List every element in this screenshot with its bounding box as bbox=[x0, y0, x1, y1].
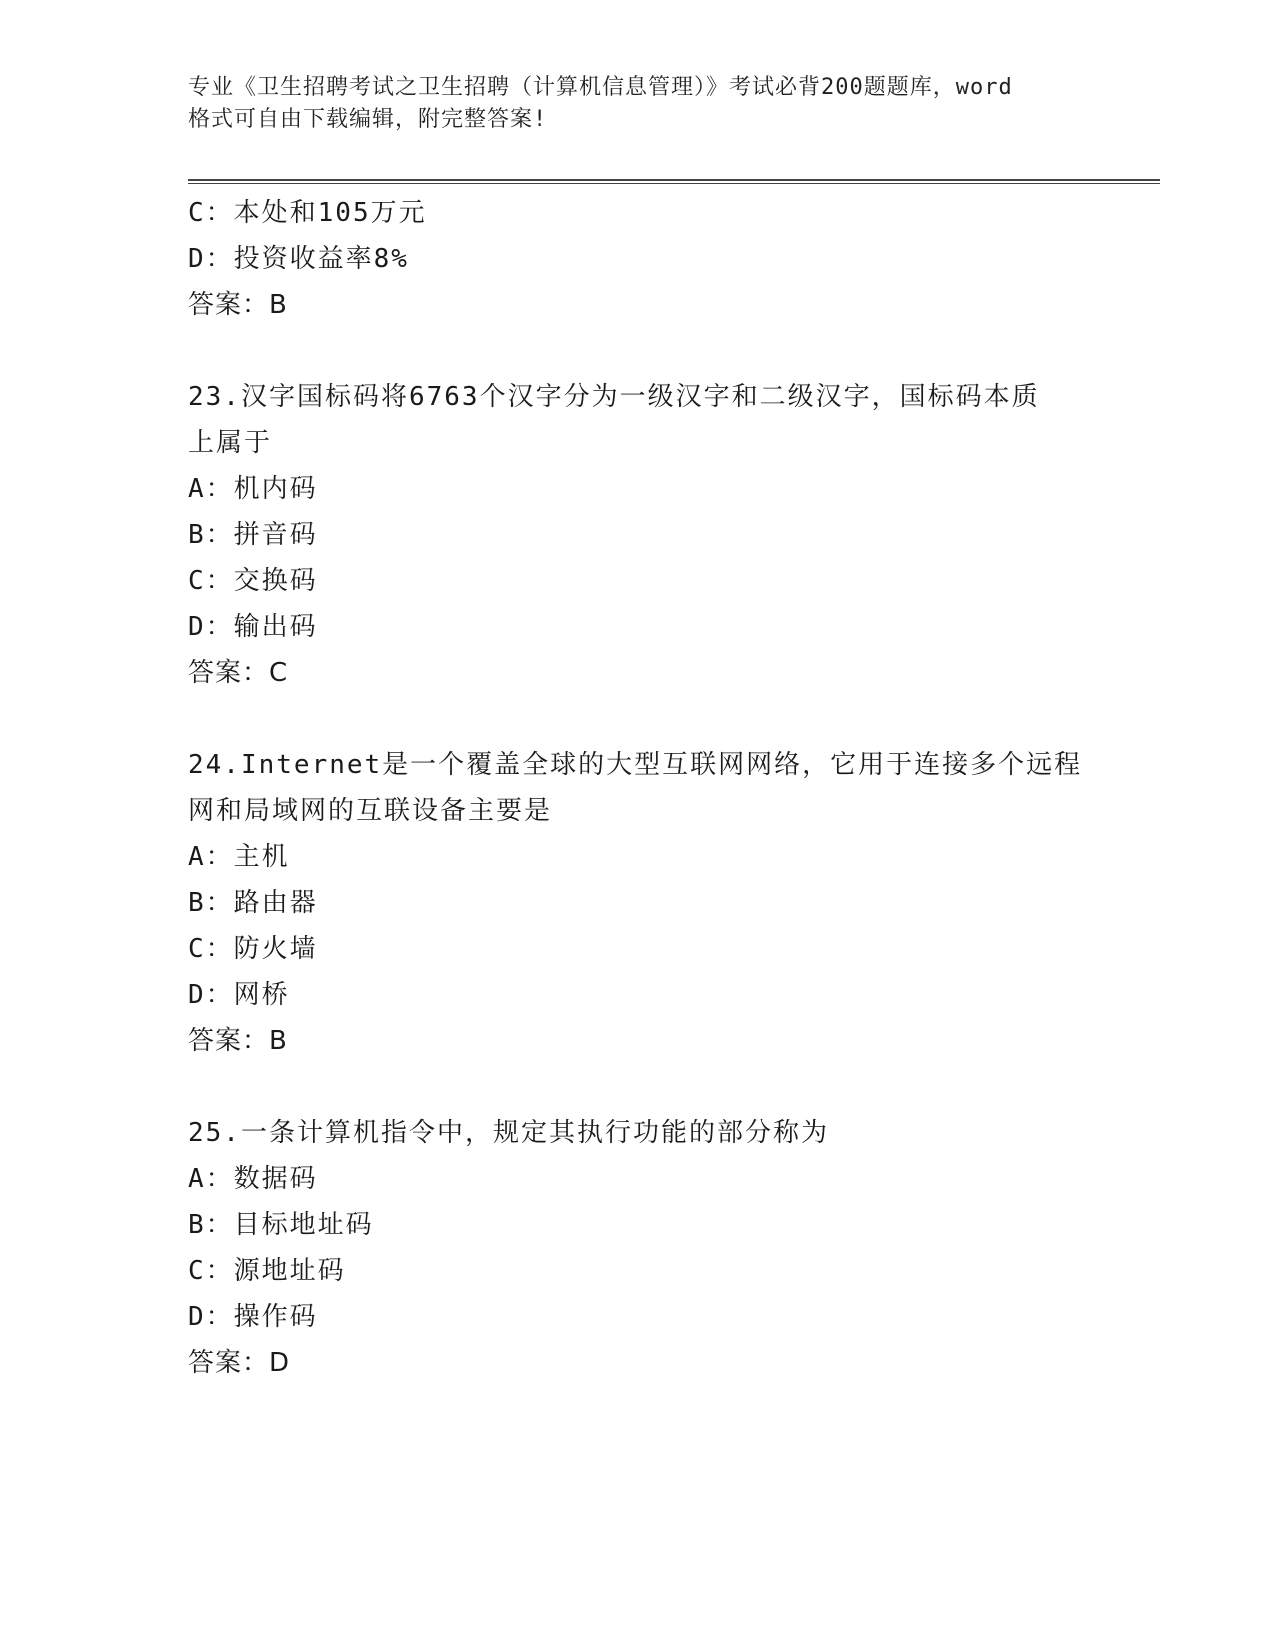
question-stem-continued: 网和局域网的互联设备主要是 bbox=[188, 796, 553, 826]
option-c: C：源地址码 bbox=[188, 1256, 346, 1286]
question-stem: 24.Internet是一个覆盖全球的大型互联网网络，它用于连接多个远程 bbox=[188, 750, 1083, 780]
spacer bbox=[188, 696, 1148, 742]
option-a: A：机内码 bbox=[188, 474, 318, 504]
question-stem-continued: 上属于 bbox=[188, 428, 273, 458]
document-body bbox=[188, 190, 1148, 1386]
answer: 答案：B bbox=[188, 290, 288, 320]
option-d: D：操作码 bbox=[188, 1302, 318, 1332]
question-24 bbox=[188, 742, 1148, 1064]
option-c: C：防火墙 bbox=[188, 934, 318, 964]
option-b: B：路由器 bbox=[188, 888, 318, 918]
option-b: B：拼音码 bbox=[188, 520, 318, 550]
answer: 答案：C bbox=[188, 658, 289, 688]
spacer bbox=[188, 1064, 1148, 1110]
question-stem: 23.汉字国标码将6763个汉字分为一级汉字和二级汉字，国标码本质 bbox=[188, 382, 1040, 412]
option-a: A：主机 bbox=[188, 842, 290, 872]
header-divider bbox=[188, 179, 1160, 184]
option-a: A：数据码 bbox=[188, 1164, 318, 1194]
option-d: D：投资收益率8% bbox=[188, 244, 409, 274]
question-23 bbox=[188, 374, 1148, 696]
document-header bbox=[188, 72, 1088, 136]
header-line-1: 专业《卫生招聘考试之卫生招聘（计算机信息管理）》考试必背200题题库，word bbox=[188, 75, 1013, 100]
header-line-2: 格式可自由下载编辑，附完整答案! bbox=[188, 107, 548, 132]
option-c: C：本处和105万元 bbox=[188, 198, 427, 228]
option-d: D：输出码 bbox=[188, 612, 318, 642]
answer: 答案：D bbox=[188, 1348, 291, 1378]
question-22-tail bbox=[188, 190, 1148, 328]
spacer bbox=[188, 328, 1148, 374]
option-b: B：目标地址码 bbox=[188, 1210, 374, 1240]
option-d: D：网桥 bbox=[188, 980, 290, 1010]
answer: 答案：B bbox=[188, 1026, 288, 1056]
question-25 bbox=[188, 1110, 1148, 1386]
question-stem: 25.一条计算机指令中，规定其执行功能的部分称为 bbox=[188, 1118, 829, 1148]
option-c: C：交换码 bbox=[188, 566, 318, 596]
